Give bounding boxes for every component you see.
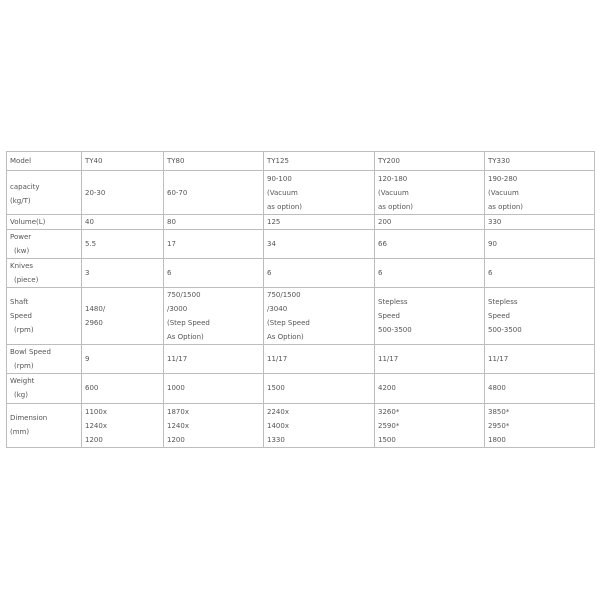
table-cell: 6 (485, 259, 595, 288)
table-cell: 750/1500 /3000 (Step Speed As Option) (164, 288, 264, 345)
row-label-volume: Volume(L) (7, 215, 82, 230)
row-label-knives: Knives (piece) (7, 259, 82, 288)
table-cell: 6 (375, 259, 485, 288)
table-cell: 6 (264, 259, 375, 288)
table-row-capacity (7, 171, 595, 215)
table-row-weight (7, 374, 595, 404)
table-cell: 5.5 (82, 230, 164, 259)
table-cell: 6 (164, 259, 264, 288)
table-cell: Stepless Speed 500-3500 (375, 288, 485, 345)
table-cell: 20-30 (82, 171, 164, 215)
row-label-power: Power (kw) (7, 230, 82, 259)
table-cell: 3 (82, 259, 164, 288)
table-cell: 3850* 2950* 1800 (485, 404, 595, 448)
table-row-dimension (7, 404, 595, 448)
spec-table (6, 151, 595, 448)
table-cell: 90 (485, 230, 595, 259)
table-cell: 1500 (264, 374, 375, 404)
table-cell: 1480/ 2960 (82, 288, 164, 345)
table-cell: 90-100 (Vacuum as option) (264, 171, 375, 215)
table-cell: 330 (485, 215, 595, 230)
header-cell-model: Model (7, 152, 82, 171)
header-cell-ty125: TY125 (264, 152, 375, 171)
row-label-bowl-speed: Bowl Speed (rpm) (7, 345, 82, 374)
header-cell-ty200: TY200 (375, 152, 485, 171)
table-cell: 11/17 (375, 345, 485, 374)
table-cell: 1000 (164, 374, 264, 404)
header-cell-ty80: TY80 (164, 152, 264, 171)
table-cell: Stepless Speed 500-3500 (485, 288, 595, 345)
header-cell-ty40: TY40 (82, 152, 164, 171)
table-cell: 125 (264, 215, 375, 230)
table-cell: 1100x 1240x 1200 (82, 404, 164, 448)
table-cell: 40 (82, 215, 164, 230)
table-cell: 60-70 (164, 171, 264, 215)
table-cell: 190-280 (Vacuum as option) (485, 171, 595, 215)
table-cell: 3260* 2590* 1500 (375, 404, 485, 448)
table-cell: 4200 (375, 374, 485, 404)
table-cell: 80 (164, 215, 264, 230)
table-cell: 600 (82, 374, 164, 404)
table-cell: 2240x 1400x 1330 (264, 404, 375, 448)
row-label-capacity: capacity (kg/T) (7, 171, 82, 215)
table-row-volume (7, 215, 595, 230)
table-cell: 750/1500 /3040 (Step Speed As Option) (264, 288, 375, 345)
table-cell: 9 (82, 345, 164, 374)
table-row-power (7, 230, 595, 259)
row-label-shaft-speed: Shaft Speed (rpm) (7, 288, 82, 345)
row-label-weight: Weight (kg) (7, 374, 82, 404)
table-row-shaft-speed (7, 288, 595, 345)
table-cell: 200 (375, 215, 485, 230)
table-cell: 11/17 (164, 345, 264, 374)
table-cell: 17 (164, 230, 264, 259)
table-row-knives (7, 259, 595, 288)
table-cell: 11/17 (485, 345, 595, 374)
table-row-bowl-speed (7, 345, 595, 374)
row-label-dimension: Dimension (mm) (7, 404, 82, 448)
table-cell: 11/17 (264, 345, 375, 374)
header-row (7, 152, 595, 171)
table-cell: 4800 (485, 374, 595, 404)
header-cell-ty330: TY330 (485, 152, 595, 171)
table-cell: 66 (375, 230, 485, 259)
table-cell: 1870x 1240x 1200 (164, 404, 264, 448)
table-cell: 120-180 (Vacuum as option) (375, 171, 485, 215)
table-cell: 34 (264, 230, 375, 259)
